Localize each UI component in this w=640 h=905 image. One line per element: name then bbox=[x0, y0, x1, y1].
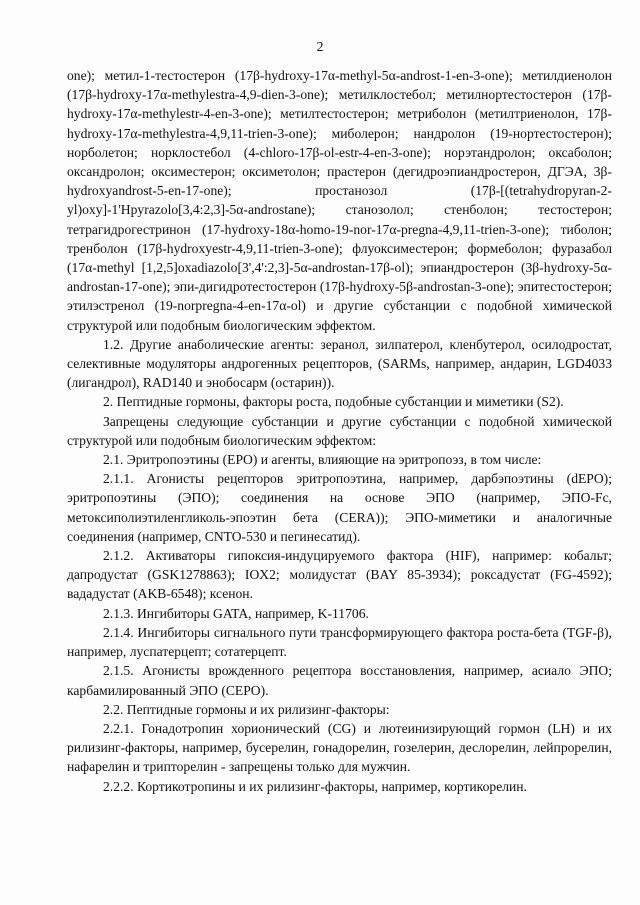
paragraph-2: 2. Пептидные гормоны, факторы роста, подобные субстанции и миметики (S2). bbox=[103, 394, 564, 410]
paragraph-2-1-3: 2.1.3. Ингибиторы GATA, например, K-11706. bbox=[103, 605, 369, 621]
paragraph-1-2: 1.2. Другие анаболические агенты: зеранол, зилпатерол, кленбутерол, осилодростат, селективные модуляторы андрогенных рецепторов, (SARMs, например, андарин, LGD4033 (лигандрол), RAD140 и энобосарм (остарин)). bbox=[67, 336, 612, 391]
paragraph-2-2: 2.2. Пептидные гормоны и их рилизинг-факторы: bbox=[103, 701, 390, 717]
paragraph-2-2-2: 2.2.2. Кортикотропины и их рилизинг-факторы, например, кортикорелин. bbox=[103, 778, 527, 794]
paragraph-2-1-4: 2.1.4. Ингибиторы сигнального пути трансформирующего фактора роста-бета (TGF-β), например, луспатерцепт; сотатерцепт. bbox=[67, 624, 612, 660]
paragraph-2-2-1: 2.2.1. Гонадотропин хорионический (CG) и лютеинизирующий гормон (LH) и их рилизинг-факторы, например, бусерелин, гонадорелин, гозелерин, деслорелин, лейпрорелин, нафарелин и трипторелин - запрещены только для мужчин. bbox=[67, 720, 612, 775]
paragraph-2-1-1: 2.1.1. Агонисты рецепторов эритропоэтина, например, дарбэпоэтины (dEPO); эритропоэтины (ЭПО); соединения на основе ЭПО (например, ЭПО-Fc, метоксиполиэтиленгликоль-эпоэтин бета (CERA)); ЭПО-миметики и аналогичные соединения (например, CNTO-530 и пегинесатид). bbox=[67, 471, 612, 544]
paragraph-2-1-5: 2.1.5. Агонисты врожденного рецептора восстановления, например, асиало ЭПО; карбамилированный ЭПО (CEPO). bbox=[67, 663, 612, 698]
document-body bbox=[67, 66, 612, 796]
paragraph-2-1: 2.1. Эритропоэтины (EPO) и агенты, влияющие на эритропоэз, в том числе: bbox=[103, 452, 542, 468]
paragraph-steroid-list: one); метил-1-тестостерон (17β-hydroxy-17α-methyl-5α-androst-1-en-3-one); метилдиенолон (17β-hydroxy-17α-methylestra-4,9-dien-3-one); метилклостебол; метилнортестостерон (17β-hydroxy-17α-methylestr-4-en-3-one); метилтестостерон; метриболон (метилтриенолон, 17β-hydroxy-17α-methylestra-4,9,11-trien-3-one); миболерон; нандролон (19-нортестостерон); норболетон; норклостебол (4-chloro-17β-ol-estr-4-en-3-one); норэтандролон; оксаболон; оксандролон; оксиместерон; оксиметолон; прастерон (дегидроэпиандростерон, ДГЭА, 3β-hydroxyandrost-5-en-17-one); простанозол (17β-[(tetrahydropyran-2-yl)oxy]-1'Hpyrazolo[3,4:2,3]-5α-androstane); станозолол; стенболон; тестостерон; тетрагидрогестринон (17-hydroxy-18α-homo-19-nor-17α-pregna-4,9,11-trien-3-one); тиболон; тренболон (17β-hydroxyestr-4,9,11-trien-3-one); флуоксиместерон; формеболон; фуразабол (17α-methyl [1,2,5]oxadiazolo[3',4':2,3]-5α-androstan-17β-ol); эпиандростерон (3β-hydroxy-5α-androstan-17-one); эпи-дигидротестостерон (17β-hydroxy-5β-androstan-3-one); эпитестостерон; этилэстренол (19-norpregna-4-en-17α-ol) и другие субстанции с подобной химической структурой или подобным биологическим эффектом. bbox=[67, 68, 612, 333]
paragraph-prohibited-intro: Запрещены следующие субстанции и другие субстанции с подобной химической структурой или подобным биологическим эффектом: bbox=[67, 413, 612, 448]
page-number: 2 bbox=[316, 40, 324, 55]
paragraph-2-1-2: 2.1.2. Активаторы гипоксия-индуцируемого фактора (HIF), например: кобальт; дапродустат (GSK1278863); IOX2; молидустат (BAY 85-3934); роксадустат (FG-4592); вададустат (AKB-6548); ксенон. bbox=[67, 548, 612, 602]
